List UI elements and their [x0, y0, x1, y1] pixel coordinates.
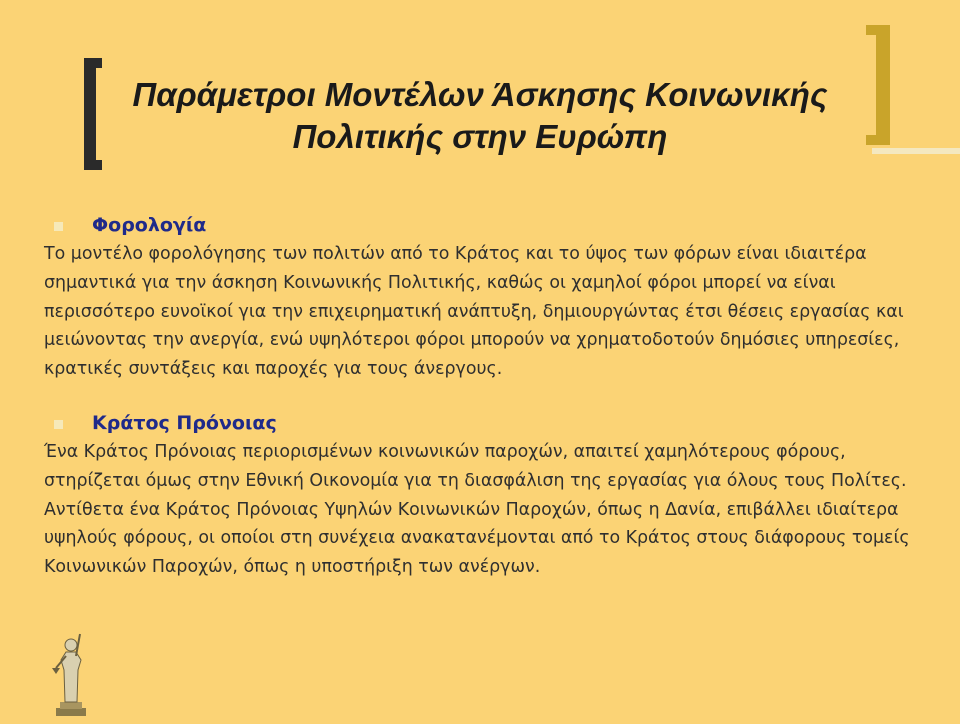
- section-taxation: [40, 210, 920, 384]
- bullet-square-icon: [54, 420, 63, 429]
- section-welfare-state: [40, 408, 920, 582]
- title-line-1: Παράμετροι Μοντέλων Άσκησης Κοινωνικής: [132, 76, 828, 113]
- right-bracket-decoration: [866, 25, 890, 145]
- section-heading: Κράτος Πρόνοιας: [92, 412, 277, 434]
- left-bracket-decoration: [84, 58, 102, 170]
- section-heading: Φορολογία: [92, 214, 207, 236]
- section-paragraph: Ένα Κράτος Πρόνοιας περιορισμένων κοινωνικών παροχών, απαιτεί χαμηλότερους φόρους, στηρίζεται όμως στην Εθνική Οικονομία για τη διασφάλιση της εργασίας για όλους τους Πολίτες. Αντίθετα ένα Κράτος Πρόνοιας Υψηλών Κοινωνικών Παροχών, όπως η Δανία, επιβάλλει ιδιαίτερα υψηλούς φόρους, οι οποίοι στη συνέχεια ανακατανέμονται από το Κράτος στους διάφορους τομείς Κοινωνικών Παροχών, όπως η υποστήριξη των ανέργων.: [44, 442, 910, 578]
- section-paragraph: Το μοντέλο φορολόγησης των πολιτών από το Κράτος και το ύψος των φόρων είναι ιδιαιτέρα σημαντικά για την άσκηση Κοινωνικής Πολιτικής, καθώς οι χαμηλοί φόροι μπορεί να είναι περισσότερο ευνοϊκοί για την επιχειρηματική ανάπτυξη, δημιουργώντας έτσι θέσεις εργασίας και μειώνοντας την ανεργία, ενώ υψηλότεροι φόροι μπορούν να χρηματοδοτούν δημόσιες υπηρεσίες, κρατικές συντάξεις και παροχές για τους άνεργους.: [44, 244, 904, 380]
- accent-line: [872, 148, 960, 154]
- bullet-square-icon: [54, 222, 63, 231]
- slide-title: [110, 74, 850, 158]
- justice-statue-icon: [50, 630, 92, 718]
- title-line-2: Πολιτικής στην Ευρώπη: [292, 118, 668, 155]
